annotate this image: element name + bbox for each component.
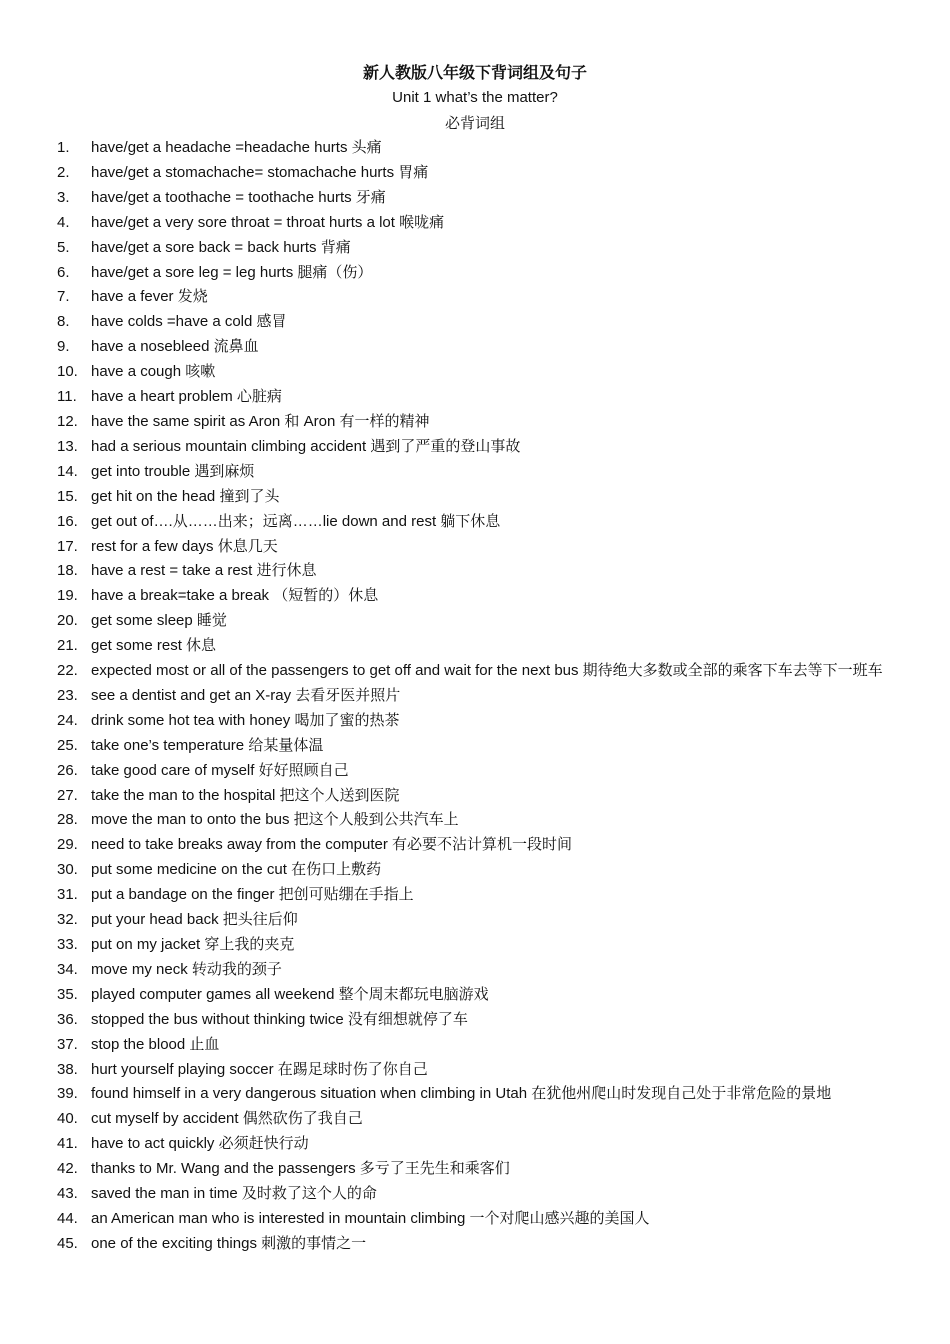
list-item-number: 6.	[57, 263, 70, 281]
list-item-text: need to take breaks away from the computer 有必要不沾计算机一段时间	[91, 836, 572, 854]
list-item-number: 38.	[57, 1060, 78, 1078]
list-item-text: found himself in a very dangerous situation when climbing in Utah 在犹他州爬山时发现自己处于非常危险的景地	[91, 1085, 832, 1103]
list-item	[0, 360, 950, 385]
list-item	[0, 784, 950, 809]
list-item	[0, 510, 950, 535]
list-item-text: have the same spirit as Aron 和 Aron 有一样的精神	[91, 412, 430, 430]
list-item	[0, 1182, 950, 1207]
list-item	[0, 808, 950, 833]
list-item-number: 22.	[57, 662, 78, 680]
list-item	[0, 983, 950, 1008]
list-item-text: take good care of myself 好好照顾自己	[91, 761, 349, 779]
list-item	[0, 1157, 950, 1182]
unit-heading: Unit 1 what’s the matter?	[392, 89, 558, 106]
list-item-text: have a fever 发烧	[91, 288, 208, 306]
list-item-number: 25.	[57, 736, 78, 754]
list-item-text: drink some hot tea with honey 喝加了蜜的热茶	[91, 711, 400, 729]
list-item	[0, 236, 950, 261]
list-item-text: thanks to Mr. Wang and the passengers 多亏了王先生和乘客们	[91, 1160, 510, 1178]
list-item-text: have/get a very sore throat = throat hurts a lot 喉咙痛	[91, 213, 445, 231]
list-item-number: 2.	[57, 163, 70, 181]
list-item	[0, 958, 950, 983]
list-item-number: 24.	[57, 711, 78, 729]
list-item-text: put your head back 把头往后仰	[91, 911, 298, 929]
list-item-text: put on my jacket 穿上我的夹克	[91, 936, 295, 953]
list-item	[0, 1232, 950, 1257]
list-item	[0, 1033, 950, 1058]
list-item-text: have/get a sore back = back hurts 背痛	[91, 238, 351, 256]
list-item-text: get into trouble 遇到麻烦	[91, 462, 255, 480]
list-item-number: 36.	[57, 1010, 78, 1028]
list-item-number: 7.	[57, 288, 70, 306]
list-item-number: 30.	[57, 861, 78, 879]
list-item-text: have a heart problem 心脏病	[91, 388, 282, 406]
list-item-text: rest for a few days 休息几天	[91, 537, 278, 555]
list-item-number: 41.	[57, 1135, 78, 1153]
list-item-number: 27.	[57, 786, 78, 804]
list-item-text: saved the man in time 及时救了这个人的命	[91, 1185, 377, 1203]
list-item-number: 21.	[57, 637, 78, 655]
list-item	[0, 460, 950, 485]
list-item	[0, 933, 950, 958]
phrase-list	[0, 136, 950, 1257]
list-item	[0, 136, 950, 161]
list-item-text: put some medicine on the cut 在伤口上敷药	[91, 861, 382, 879]
list-item-text: get out of….从……出来；远离……lie down and rest 躺下休息	[91, 512, 501, 530]
list-item-number: 45.	[57, 1234, 78, 1252]
list-item	[0, 1058, 950, 1083]
list-item-text: hurt yourself playing soccer 在踢足球时伤了你自己	[91, 1060, 428, 1078]
list-item	[0, 1107, 950, 1132]
list-item-number: 17.	[57, 537, 78, 555]
list-item-text: had a serious mountain climbing accident 遇到了严重的登山事故	[91, 437, 521, 455]
list-item	[0, 435, 950, 460]
list-item	[0, 335, 950, 360]
list-item-number: 35.	[57, 985, 78, 1003]
list-item-number: 13.	[57, 437, 78, 455]
list-item-text: put a bandage on the finger 把创可贴绷在手指上	[91, 886, 414, 904]
list-item	[0, 285, 950, 310]
list-item-number: 14.	[57, 462, 78, 480]
list-item	[0, 634, 950, 659]
list-item-number: 28.	[57, 811, 78, 829]
list-item	[0, 485, 950, 510]
list-item-number: 4.	[57, 213, 70, 231]
document-title: 新人教版八年级下背词组及句子	[362, 65, 587, 82]
list-item-text: have/get a sore leg = leg hurts 腿痛（伤）	[91, 263, 373, 281]
list-item	[0, 759, 950, 784]
list-item	[0, 883, 950, 908]
list-item-text: stopped the bus without thinking twice 没有细想就停了车	[91, 1010, 468, 1028]
list-item-number: 16.	[57, 512, 78, 530]
list-item-number: 8.	[57, 313, 70, 331]
list-item-text: have/get a headache =headache hurts 头痛	[91, 139, 382, 156]
list-item	[0, 609, 950, 634]
list-item	[0, 858, 950, 883]
list-item-number: 32.	[57, 911, 78, 929]
list-item-text: have colds =have a cold 感冒	[91, 313, 287, 331]
list-item-text: have a nosebleed 流鼻血	[91, 338, 259, 356]
list-item-text: stop the blood 止血	[91, 1035, 220, 1053]
list-item	[0, 535, 950, 560]
list-item-text: played computer games all weekend 整个周末都玩电脑游戏	[91, 985, 489, 1003]
list-item	[0, 1207, 950, 1232]
list-item-number: 12.	[57, 412, 78, 430]
list-item-number: 10.	[57, 363, 78, 381]
list-item	[0, 659, 950, 684]
list-item	[0, 310, 950, 335]
list-item-number: 18.	[57, 562, 78, 580]
list-item-number: 5.	[57, 238, 70, 256]
list-item-number: 34.	[57, 960, 78, 978]
list-item-text: move my neck 转动我的颈子	[91, 960, 282, 978]
list-item-number: 42.	[57, 1160, 78, 1178]
list-item-number: 44.	[57, 1209, 78, 1227]
list-item-number: 39.	[57, 1085, 78, 1103]
list-item	[0, 1132, 950, 1157]
list-item-text: take one’s temperature 给某量体温	[91, 736, 324, 754]
list-item	[0, 186, 950, 211]
list-item-text: have a break=take a break （短暂的）休息	[91, 587, 379, 605]
list-item	[0, 584, 950, 609]
list-item-text: have a rest = take a rest 进行休息	[91, 562, 317, 580]
list-item-text: get hit on the head 撞到了头	[91, 487, 280, 505]
list-item-number: 23.	[57, 686, 78, 704]
list-item-number: 9.	[57, 338, 70, 356]
list-item-text: expected most or all of the passengers to get off and wait for the next bus 期待绝大多数或全部的乘客下车去等下一班车	[91, 662, 883, 680]
list-item-text: get some sleep 睡觉	[91, 612, 227, 630]
list-item-number: 43.	[57, 1185, 78, 1203]
list-item	[0, 908, 950, 933]
list-item	[0, 1082, 950, 1107]
list-item-number: 29.	[57, 836, 78, 854]
list-item-text: cut myself by accident 偶然砍伤了我自己	[91, 1110, 363, 1128]
list-item	[0, 833, 950, 858]
list-item-number: 33.	[57, 936, 78, 953]
list-item	[0, 261, 950, 286]
section-heading: 必背词组	[444, 115, 505, 132]
list-item	[0, 410, 950, 435]
list-item-number: 31.	[57, 886, 78, 904]
list-item	[0, 684, 950, 709]
list-item-text: get some rest 休息	[91, 637, 217, 655]
list-item-number: 3.	[57, 188, 70, 206]
list-item-text: one of the exciting things 刺激的事情之一	[91, 1234, 367, 1252]
list-item-number: 19.	[57, 587, 78, 605]
list-item-text: have/get a stomachache= stomachache hurts 胃痛	[91, 163, 429, 181]
list-item-text: have to act quickly 必须赶快行动	[91, 1135, 309, 1153]
list-item-number: 40.	[57, 1110, 78, 1128]
list-item-text: see a dentist and get an X-ray 去看牙医并照片	[91, 686, 401, 704]
list-item	[0, 734, 950, 759]
list-item-number: 15.	[57, 487, 78, 505]
list-item-text: an American man who is interested in mountain climbing 一个对爬山感兴趣的美国人	[91, 1209, 650, 1227]
list-item-number: 11.	[57, 388, 77, 406]
list-item-number: 26.	[57, 761, 78, 779]
list-item-text: move the man to onto the bus 把这个人般到公共汽车上	[91, 811, 459, 829]
list-item	[0, 385, 950, 410]
list-item-text: have/get a toothache = toothache hurts 牙痛	[91, 188, 386, 206]
list-item	[0, 1008, 950, 1033]
list-item-text: have a cough 咳嗽	[91, 363, 216, 381]
list-item-number: 20.	[57, 612, 78, 630]
list-item	[0, 709, 950, 734]
list-item-number: 1.	[57, 139, 70, 156]
list-item	[0, 161, 950, 186]
list-item-text: take the man to the hospital 把这个人送到医院	[91, 786, 400, 804]
list-item	[0, 211, 950, 236]
list-item-number: 37.	[57, 1035, 78, 1053]
list-item	[0, 559, 950, 584]
